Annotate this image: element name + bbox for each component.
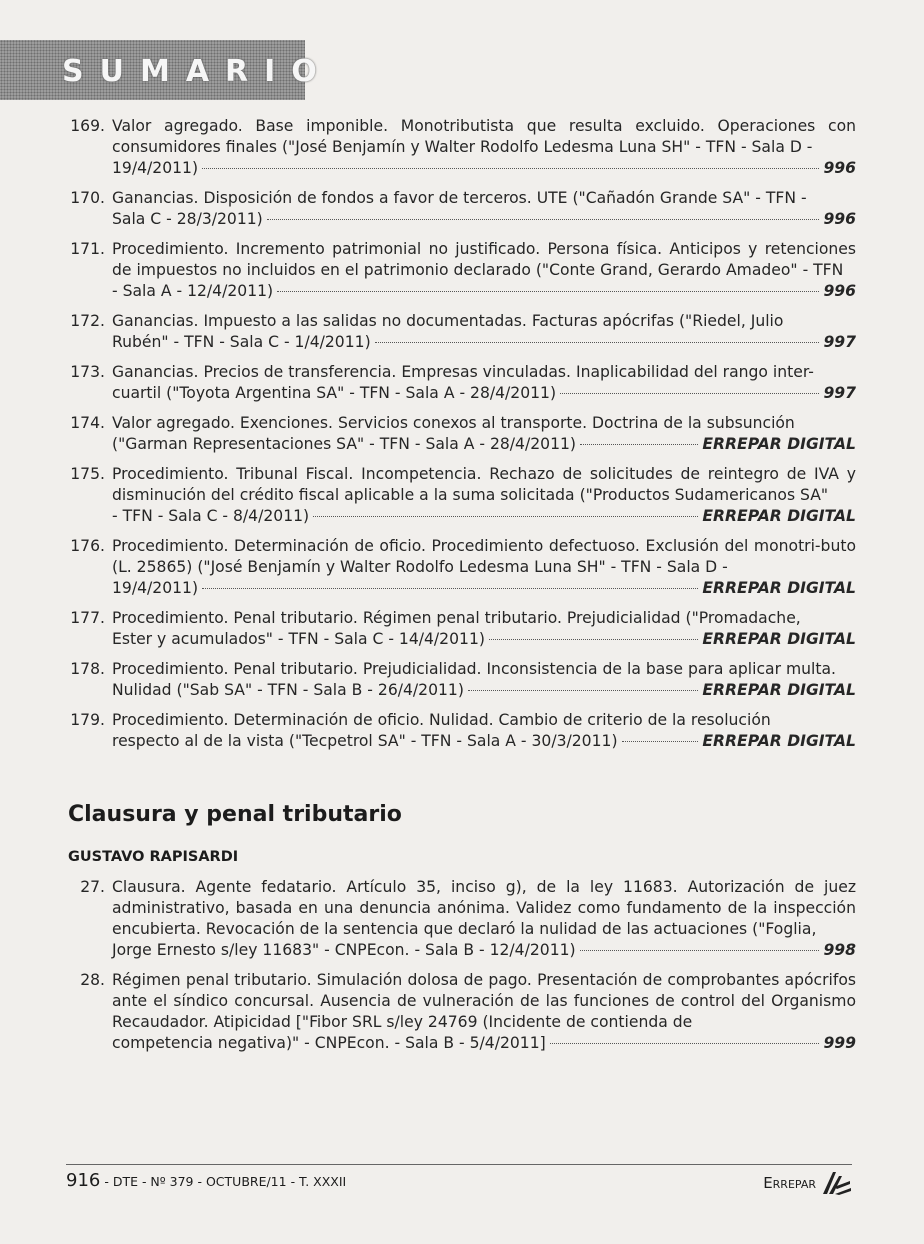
entry-text: Procedimiento. Incremento patrimonial no justificado. Persona física. Anticipos y retenciones de impuestos no incluidos en el patrimonio declarado ("Conte Grand, Gerardo Amadeo" - TFN (112, 240, 856, 279)
entry-last-line (112, 629, 856, 650)
entry-page-ref: ERREPAR DIGITAL (702, 732, 856, 750)
entry-body (112, 970, 856, 1054)
footer-divider (66, 1164, 852, 1165)
entry-number: 27. (80, 878, 105, 896)
summary-entry (70, 659, 856, 701)
entry-page-ref: 999 (823, 1034, 856, 1052)
page-title: SUMARIO (62, 54, 333, 89)
entry-last-line (112, 680, 856, 701)
entry-number: 175. (70, 465, 105, 483)
entry-number: 177. (70, 609, 105, 627)
publication-meta: - DTE - Nº 379 - OCTUBRE/11 - T. XXXII (100, 1174, 347, 1189)
entry-body (112, 710, 856, 752)
entry-text: Valor agregado. Base imponible. Monotributista que resulta excluido. Operaciones con consumidores finales ("José Benjamín y Walter Rodolfo Ledesma Luna SH" - TFN - Sala D - (112, 117, 856, 156)
entry-body (112, 311, 856, 353)
page-number: 916 (66, 1170, 101, 1191)
dot-leader (202, 588, 698, 589)
entry-last-line (112, 158, 856, 179)
summary-entry (70, 362, 856, 404)
entry-number: 173. (70, 363, 105, 381)
summary-entry (70, 116, 856, 179)
entry-citation: 19/4/2011) (112, 579, 199, 597)
dot-leader (580, 444, 698, 445)
entry-page-ref: 997 (823, 384, 856, 402)
entry-number: 171. (70, 240, 105, 258)
footer-left (66, 1170, 346, 1191)
entry-text: Procedimiento. Penal tributario. Prejudicialidad. Inconsistencia de la base para aplicar multa. (112, 660, 836, 678)
brand-label: Errepar (763, 1174, 816, 1192)
dot-leader (580, 950, 820, 951)
entry-number: 179. (70, 711, 105, 729)
summary-entry (70, 608, 856, 650)
entry-text: Procedimiento. Tribunal Fiscal. Incompetencia. Rechazo de solicitudes de reintegro de IVA y disminución del crédito fiscal aplicable a la suma solicitada ("Productos Sudamericanos SA" (112, 465, 856, 504)
entry-number: 174. (70, 414, 105, 432)
summary-entry (70, 311, 856, 353)
entry-body (112, 116, 856, 179)
entry-number: 176. (70, 537, 105, 555)
entry-text: Valor agregado. Exenciones. Servicios conexos al transporte. Doctrina de la subsunción (112, 414, 795, 432)
entry-number: 178. (70, 660, 105, 678)
entry-last-line (112, 1033, 856, 1054)
summary-list (70, 116, 856, 761)
entry-page-ref: ERREPAR DIGITAL (702, 435, 856, 453)
entry-page-ref: 996 (823, 159, 856, 177)
entry-text: Ganancias. Disposición de fondos a favor de terceros. UTE ("Cañadón Grande SA" - TFN - (112, 189, 807, 207)
dot-leader (202, 168, 819, 169)
entry-citation: Rubén" - TFN - Sala C - 1/4/2011) (112, 333, 371, 351)
entry-body (112, 413, 856, 455)
entry-citation: respecto al de la vista ("Tecpetrol SA" - TFN - Sala A - 30/3/2011) (112, 732, 618, 750)
entry-last-line (112, 209, 856, 230)
entry-last-line (112, 434, 856, 455)
entry-body (112, 239, 856, 302)
entry-citation: Ester y acumulados" - TFN - Sala C - 14/4/2011) (112, 630, 485, 648)
dot-leader (313, 516, 698, 517)
entry-text: Procedimiento. Determinación de oficio. Nulidad. Cambio de criterio de la resolución (112, 711, 771, 729)
section-summary-list (70, 877, 856, 1063)
entry-page-ref: 997 (823, 333, 856, 351)
entry-citation: 19/4/2011) (112, 159, 199, 177)
entry-citation: ("Garman Representaciones SA" - TFN - Sala A - 28/4/2011) (112, 435, 576, 453)
summary-entry (70, 188, 856, 230)
section-author: GUSTAVO RAPISARDI (68, 849, 239, 865)
entry-text: Ganancias. Impuesto a las salidas no documentadas. Facturas apócrifas ("Riedel, Julio (112, 312, 784, 330)
entry-citation: cuartil ("Toyota Argentina SA" - TFN - Sala A - 28/4/2011) (112, 384, 557, 402)
entry-citation: Nulidad ("Sab SA" - TFN - Sala B - 26/4/2011) (112, 681, 464, 699)
entry-page-ref: 996 (823, 210, 856, 228)
entry-last-line (112, 281, 856, 302)
entry-citation: Jorge Ernesto s/ley 11683" - CNPEcon. - Sala B - 12/4/2011) (112, 941, 576, 959)
entry-body (112, 464, 856, 527)
footer-brand (763, 1170, 852, 1196)
entry-body (112, 188, 856, 230)
entry-body (112, 659, 856, 701)
entry-last-line (112, 332, 856, 353)
entry-text: Procedimiento. Determinación de oficio. Procedimiento defectuoso. Exclusión del monotri-buto (L. 25865) ("José Benjamín y Walter Rodolfo Ledesma Luna SH" - TFN - Sala D - (112, 537, 856, 576)
entry-body (112, 877, 856, 961)
summary-entry (70, 464, 856, 527)
dot-leader (375, 342, 820, 343)
entry-text: Clausura. Agente fedatario. Artículo 35, inciso g), de la ley 11683. Autorización de juez administrativo, basada en una denuncia anónima. Validez como fundamento de la inspección encubierta. Revocación de la sentencia que declaró la nulidad de las actuaciones ("Foglia, (112, 878, 856, 938)
entry-last-line (112, 506, 856, 527)
entry-page-ref: 996 (823, 282, 856, 300)
entry-last-line (112, 578, 856, 599)
dot-leader (267, 219, 820, 220)
entry-text: Procedimiento. Penal tributario. Régimen penal tributario. Prejudicialidad ("Promadache, (112, 609, 801, 627)
dot-leader (489, 639, 698, 640)
entry-citation: - TFN - Sala C - 8/4/2011) (112, 507, 310, 525)
entry-citation: competencia negativa)" - CNPEcon. - Sala B - 5/4/2011] (112, 1034, 546, 1052)
entry-text: Régimen penal tributario. Simulación dolosa de pago. Presentación de comprobantes apócrifos ante el síndico concursal. Ausencia de vulneración de las funciones de control del Organismo Recaudador. Atipicidad ["Fibor SRL s/ley 24769 (Incidente de contienda de (112, 971, 856, 1031)
summary-entry (70, 536, 856, 599)
entry-page-ref: ERREPAR DIGITAL (702, 630, 856, 648)
entry-last-line (112, 731, 856, 752)
summary-entry (70, 710, 856, 752)
entry-number: 172. (70, 312, 105, 330)
entry-page-ref: ERREPAR DIGITAL (702, 507, 856, 525)
entry-number: 170. (70, 189, 105, 207)
entry-last-line (112, 383, 856, 404)
errepar-logo-icon (820, 1170, 852, 1196)
section-title: Clausura y penal tributario (68, 802, 402, 827)
dot-leader (550, 1043, 820, 1044)
entry-body (112, 362, 856, 404)
entry-body (112, 536, 856, 599)
summary-entry (70, 239, 856, 302)
entry-number: 169. (70, 117, 105, 135)
dot-leader (277, 291, 819, 292)
entry-body (112, 608, 856, 650)
entry-page-ref: ERREPAR DIGITAL (702, 579, 856, 597)
entry-page-ref: 998 (823, 941, 856, 959)
entry-citation: - Sala A - 12/4/2011) (112, 282, 274, 300)
entry-text: Ganancias. Precios de transferencia. Empresas vinculadas. Inaplicabilidad del rango inter- (112, 363, 814, 381)
dot-leader (622, 741, 699, 742)
entry-page-ref: ERREPAR DIGITAL (702, 681, 856, 699)
entry-last-line (112, 940, 856, 961)
summary-entry (70, 877, 856, 961)
summary-entry (70, 413, 856, 455)
summary-entry (70, 970, 856, 1054)
dot-leader (468, 690, 698, 691)
entry-number: 28. (80, 971, 105, 989)
dot-leader (560, 393, 819, 394)
entry-citation: Sala C - 28/3/2011) (112, 210, 263, 228)
